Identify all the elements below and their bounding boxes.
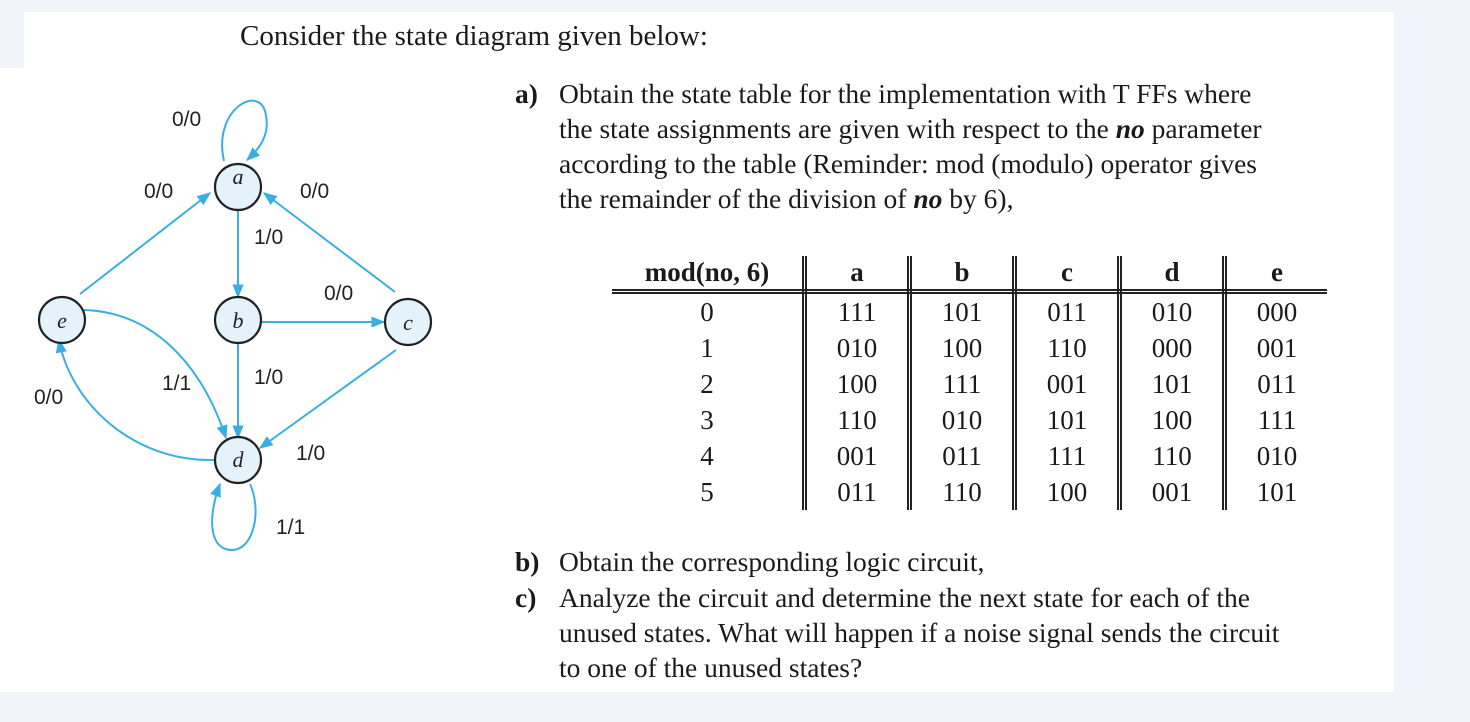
no-parameter: no (1115, 113, 1145, 144)
table-cell: 101 (1256, 476, 1298, 507)
question-a-line-3: according to the table (Reminder: mod (modulo) operator gives (559, 148, 1257, 179)
table-cell: 101 (1120, 366, 1225, 402)
table-header: a (805, 256, 910, 292)
table-cell: 3 (612, 402, 805, 438)
table-cell: 100 (1015, 474, 1120, 510)
table-cell: 000 (1256, 296, 1298, 327)
table-cell: 000 (1120, 330, 1225, 366)
question-a-label: a) (515, 78, 538, 109)
table-row (612, 292, 1327, 331)
table-cell: 010 (805, 330, 910, 366)
table-cell: 011 (1257, 368, 1297, 399)
table-cell: 001 (805, 438, 910, 474)
table-cell: 111 (1257, 404, 1297, 435)
edge-a-self (222, 101, 267, 161)
table-cell: 011 (1015, 292, 1120, 331)
label-e-to-d: 1/1 (162, 372, 192, 395)
table-cell: 2 (612, 366, 805, 402)
table-cell: 111 (910, 366, 1015, 402)
edge-c-to-a (264, 193, 395, 292)
table-header: c (1015, 256, 1120, 292)
state-label-b: b (232, 308, 244, 333)
table-cell: 101 (1015, 402, 1120, 438)
table-row (612, 438, 1327, 474)
table-cell: 100 (805, 366, 910, 402)
table-cell: 001 (1256, 332, 1298, 363)
state-label-d: d (232, 447, 244, 472)
table-cell: 110 (805, 402, 910, 438)
table-header: d (1120, 256, 1225, 292)
label-d-to-e: 0/0 (34, 386, 64, 409)
table-cell: 111 (1015, 438, 1120, 474)
state-label-e: e (57, 308, 67, 333)
no-parameter: no (913, 183, 943, 214)
question-c-line-3: to one of the unused states? (559, 652, 863, 683)
question-a-line-2: the state assignments are given with respect to the no parameter (559, 113, 1262, 144)
table-header-row (612, 256, 1327, 292)
label-a-to-b: 1/0 (254, 226, 284, 249)
table-cell: 111 (805, 292, 910, 331)
table-header: b (910, 256, 1015, 292)
table-row (612, 474, 1327, 510)
label-c-to-d: 1/0 (296, 442, 326, 465)
page-title: Consider the state diagram given below: (240, 20, 708, 52)
table-cell: 0 (612, 292, 805, 331)
question-c-label: c) (515, 582, 537, 613)
edge-d-self (212, 484, 255, 550)
table-cell: 010 (1256, 440, 1298, 471)
edge-e-to-a (80, 193, 210, 294)
label-b-to-d: 1/0 (254, 366, 284, 389)
label-e-to-a: 0/0 (144, 180, 174, 203)
question-c-line-1: Analyze the circuit and determine the next state for each of the (559, 582, 1251, 613)
table-header: e (1225, 256, 1328, 292)
table-cell: 101 (910, 292, 1015, 331)
state-assignment-table (612, 256, 1327, 510)
label-b-to-c: 0/0 (324, 282, 354, 305)
table-cell: 110 (1015, 330, 1120, 366)
table-cell: 010 (910, 402, 1015, 438)
label-a-self: 0/0 (172, 108, 202, 131)
question-b-label: b) (515, 546, 540, 577)
question-c-line-2: unused states. What will happen if a noise signal sends the circuit (559, 617, 1280, 648)
question-a-line-4: the remainder of the division of no by 6), (559, 183, 1014, 214)
table-row (612, 330, 1327, 366)
table-cell: 5 (612, 474, 805, 510)
question-b-text: Obtain the corresponding logic circuit, (559, 546, 985, 577)
state-label-c: c (403, 310, 413, 335)
table-cell: 011 (805, 474, 910, 510)
label-d-self: 1/1 (276, 516, 306, 539)
state-label-a: a (232, 164, 244, 189)
table-cell: 100 (910, 330, 1015, 366)
label-c-to-a: 0/0 (300, 180, 330, 203)
table-cell: 110 (1120, 438, 1225, 474)
table-row (612, 402, 1327, 438)
state-diagram (0, 70, 500, 570)
edge-c-to-d (260, 350, 396, 448)
table-cell: 110 (910, 474, 1015, 510)
table-cell: 1 (612, 330, 805, 366)
table-cell: 4 (612, 438, 805, 474)
table-cell: 100 (1120, 402, 1225, 438)
table-header: mod(no, 6) (612, 256, 805, 292)
table-row (612, 366, 1327, 402)
table-cell: 001 (1015, 366, 1120, 402)
edge-d-to-e (59, 340, 215, 460)
table-cell: 010 (1120, 292, 1225, 331)
table-cell: 001 (1120, 474, 1225, 510)
question-a-line-1: Obtain the state table for the implementation with T FFs where (559, 78, 1252, 109)
table-cell: 011 (910, 438, 1015, 474)
